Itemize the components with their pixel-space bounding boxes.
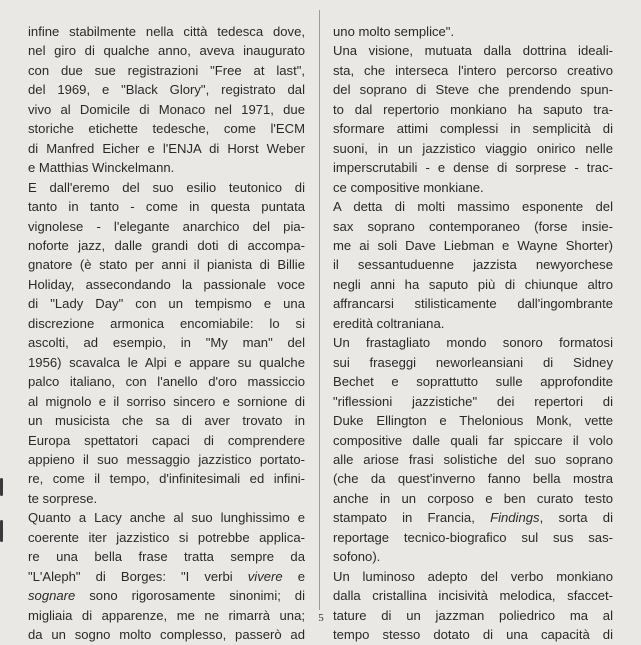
text-line: discrezione armonica encomiabile: lo si	[28, 315, 305, 331]
text-line: storiche etichette tedesche, come l'ECM	[28, 121, 305, 137]
left-text-column	[28, 22, 305, 645]
text-line: Una visione, mutuata dalla dottrina ideali-	[333, 43, 613, 59]
text-line: tature di un jazzman poliedrico ma al	[333, 607, 613, 623]
binding-mark	[0, 520, 3, 542]
text-line: sax soprano contemporaneo (forse insie-	[333, 218, 613, 234]
text-line: un musicista che sa di aver trovato in	[28, 413, 305, 429]
text-line: Bechet e soprattutto sulle approfondite	[333, 374, 613, 390]
text-line: Un luminoso adepto del verbo monkiano	[333, 568, 613, 584]
text-line: negli anni ha saputo più di chiunque altro	[333, 276, 613, 292]
text-line: coerente iter jazzistico si potrebbe applica-	[28, 529, 305, 545]
text-line: to dal repertorio monkiano ha saputo tra-	[333, 101, 613, 117]
text-line: (che da quest'inverno fanno bella mostra	[333, 471, 613, 487]
text-line: gnatore (è stato per anni il pianista di Billie	[28, 257, 305, 273]
text-line: "riflessioni jazzistiche" dei repertori di	[333, 393, 613, 409]
text-line: al mignolo e il sorriso sincero e sornione di	[28, 393, 305, 409]
text-line: vignolese - l'elegante anarchico del pia-	[28, 218, 305, 234]
text-line: imperscrutabili - e dense di sorprese - trac-	[333, 160, 613, 176]
text-line: vivo al Domicile di Monaco nel 1971, due	[28, 101, 305, 117]
binding-mark	[0, 478, 3, 496]
text-line: dalla cristallina incisività melodica, sfaccet-	[333, 588, 613, 604]
text-line: del soprano di Steve che prendendo spun-	[333, 82, 613, 98]
text-line: nel giro di qualche anno, aveva inaugurato	[28, 43, 305, 59]
page-number: 5	[318, 612, 324, 624]
text-line: Europa spettatori capaci di comprendere	[28, 432, 305, 448]
text-line: del 1969, e "Black Glory", registrato dal	[28, 82, 305, 98]
text-line: 1956) scavalca le Alpi e appare su qualche	[28, 354, 305, 370]
text-line: me ai soli Dave Liebman e Wayne Shorter)	[333, 237, 613, 253]
text-line: tanto in tanto - come in questa puntata	[28, 199, 305, 215]
text-line: E dall'eremo del suo esilio teutonico di	[28, 179, 305, 195]
text-line: noforte jazz, dalle grandi doti di accompa-	[28, 237, 305, 253]
text-line: te sorprese.	[28, 490, 98, 506]
text-line: appieno il suo messaggio jazzistico portato-	[28, 451, 305, 467]
text-line: Quanto a Lacy anche al suo lunghissimo e	[28, 510, 305, 526]
text-line: compositive dalle quali far spiccare il volo	[333, 432, 613, 448]
text-line: Duke Ellington e Thelonious Monk, vette	[333, 413, 613, 429]
text-line: A detta di molti massimo esponente del	[333, 199, 613, 215]
text-line: di Manfred Eicher e l'ENJA di Horst Weber	[28, 140, 305, 156]
text-line: suoni, in un jazzistico viaggio onirico nelle	[333, 140, 613, 156]
text-line: e Matthias Winckelmann.	[28, 160, 175, 176]
text-line: di "Lady Day" con un tempismo e una	[28, 296, 305, 312]
text-line: sta, che interseca l'intero percorso creativo	[333, 62, 613, 78]
text-line: ce compositive monkiane.	[333, 179, 484, 195]
text-line: palco italiano, con l'anello d'oro massiccio	[28, 374, 305, 390]
text-line: sui fraseggi neworleansiani di Sidney	[333, 354, 613, 370]
text-line: da un sogno molto complesso, passerò ad	[28, 627, 305, 643]
text-line: affrancarsi stilisticamente dall'ingombrante	[333, 296, 613, 312]
text-line: alle ariose frasi solistiche del suo soprano	[333, 451, 613, 467]
text-line: migliaia di apparenze, me ne rimarrà una;	[28, 607, 305, 623]
text-line: il sessantuduenne jazzista newyorchese	[333, 257, 613, 273]
text-line: tempo stesso dotato di una capacità di	[333, 627, 613, 643]
text-line: sognare sono rigorosamente sinonimi; di	[28, 588, 305, 604]
text-line: stampato in Francia, Findings, sorta di	[333, 510, 613, 526]
text-line: sformare attimi complessi in semplicità di	[333, 121, 613, 137]
text-line: uno molto semplice".	[333, 24, 455, 39]
text-line: "L'Aleph" di Borges: "I verbi vivere e	[28, 568, 305, 584]
text-line: infine stabilmente nella città tedesca dove,	[28, 24, 305, 39]
text-line: reportage tecnico-biografico sul sus sas-	[333, 529, 613, 545]
text-line: re una bella frase tratta sempre da	[28, 549, 305, 565]
text-line: re, come il tempo, d'infinitesimali ed infini-	[28, 471, 305, 487]
column-divider	[319, 10, 320, 610]
text-line: con due sue registrazioni "Free at last",	[28, 62, 305, 78]
text-line: sofono).	[333, 549, 381, 565]
text-line: Un frastagliato mondo sonoro formatosi	[333, 335, 613, 351]
text-line: Holiday, assecondando la passionale voce	[28, 276, 305, 292]
text-line: eredità coltraniana.	[333, 315, 445, 331]
text-line: anche in un corposo e ben curato testo	[333, 490, 613, 506]
right-text-column	[333, 22, 613, 645]
text-line: ascolti, ad esempio, in "My man" del	[28, 335, 305, 351]
